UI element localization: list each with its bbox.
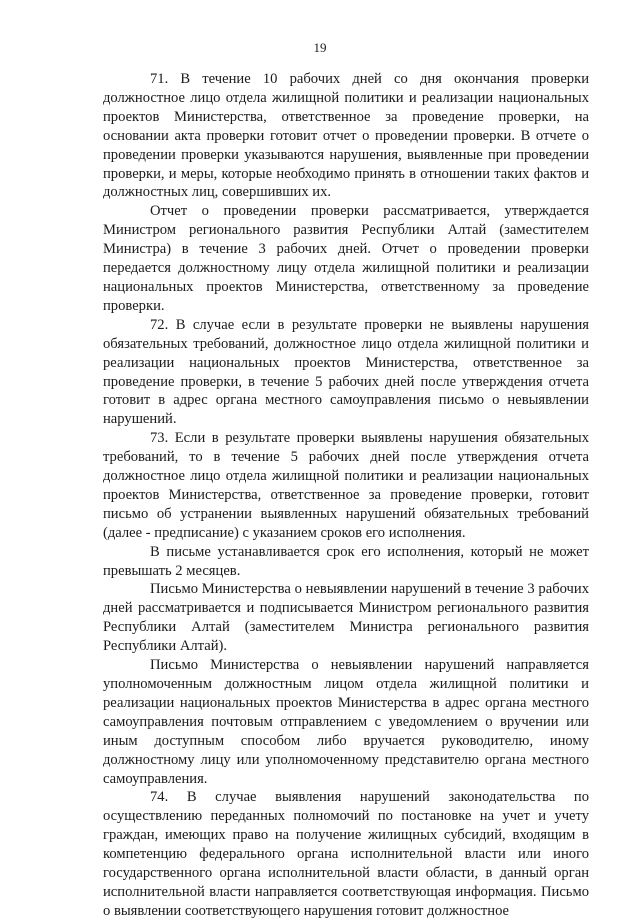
paragraph-letter-sending: Письмо Министерства о невыявлении нарушений направляется уполномоченным должностным лицом отдела жилищной политики и реализации национальных проектов Министерства в адрес органа местного самоуправления почтовым отправлением с уведомлением о вручении или иным доступным способом либо вручается руководителю, иному должностному лицу или уполномоченному представителю органа местного самоуправления. (103, 657, 589, 787)
paragraph-74: 74. В случае выявления нарушений законодательства по осуществлению переданных полномочий по постановке на учет и учету граждан, имеющих право на получение жилищных субсидий, входящим в компетенцию федерального органа исполнительной власти или иного государственного органа исполнительной власти области, в данный орган исполнительной власти направляется соответствующая информация. Письмо о выявлении соответствующего нарушения готовит должностное (103, 789, 589, 919)
paragraph-72: 72. В случае если в результате проверки не выявлены нарушения обязательных требований, должностное лицо отдела жилищной политики и реализации национальных проектов Министерства, ответственное за проведение проверки, в течение 5 рабочих дней после утверждения отчета готовит в адрес органа местного самоуправления письмо о невыявлении нарушений. (103, 316, 589, 428)
paragraph-report-approval: Отчет о проведении проверки рассматривается, утверждается Министром регионального развития Республики Алтай (заместителем Министра) в течение 3 рабочих дней. Отчет о проведении проверки передается должностному лицу отдела жилищной политики и реализации национальных проектов Министерства, ответственному за проведение проверки. (103, 203, 589, 314)
page-number: 19 (313, 40, 327, 55)
paragraph-73: 73. Если в результате проверки выявлены нарушения обязательных требований, то в течение 5 рабочих дней после утверждения отчета должностное лицо отдела жилищной политики и реализации национальных проектов Министерства, ответственное за проведение проверки, готовит письмо об устранении выявленных нарушений обязательных требований (далее - предписание) с указанием сроков его исполнения. (103, 430, 589, 541)
paragraph-letter-review: Письмо Министерства о невыявлении нарушений в течение 3 рабочих дней рассматривается и подписывается Министром регионального развития Республики Алтай (заместителем Министра регионального развития Республики Алтай). (103, 581, 589, 655)
document-body (103, 70, 589, 921)
paragraph-71: 71. В течение 10 рабочих дней со дня окончания проверки должностное лицо отдела жилищной политики и реализации национальных проектов Министерства, ответственное за проведение проверки, на основании акта проверки готовит отчет о проведении проверки. В отчете о проведении проверки указываются нарушения, выявленные при проведении проверки, и меры, которые необходимо принять в отношении таких фактов и должностных лиц, совершивших их. (103, 71, 589, 201)
paragraph-deadline: В письме устанавливается срок его исполнения, который не может превышать 2 месяцев. (103, 543, 589, 579)
